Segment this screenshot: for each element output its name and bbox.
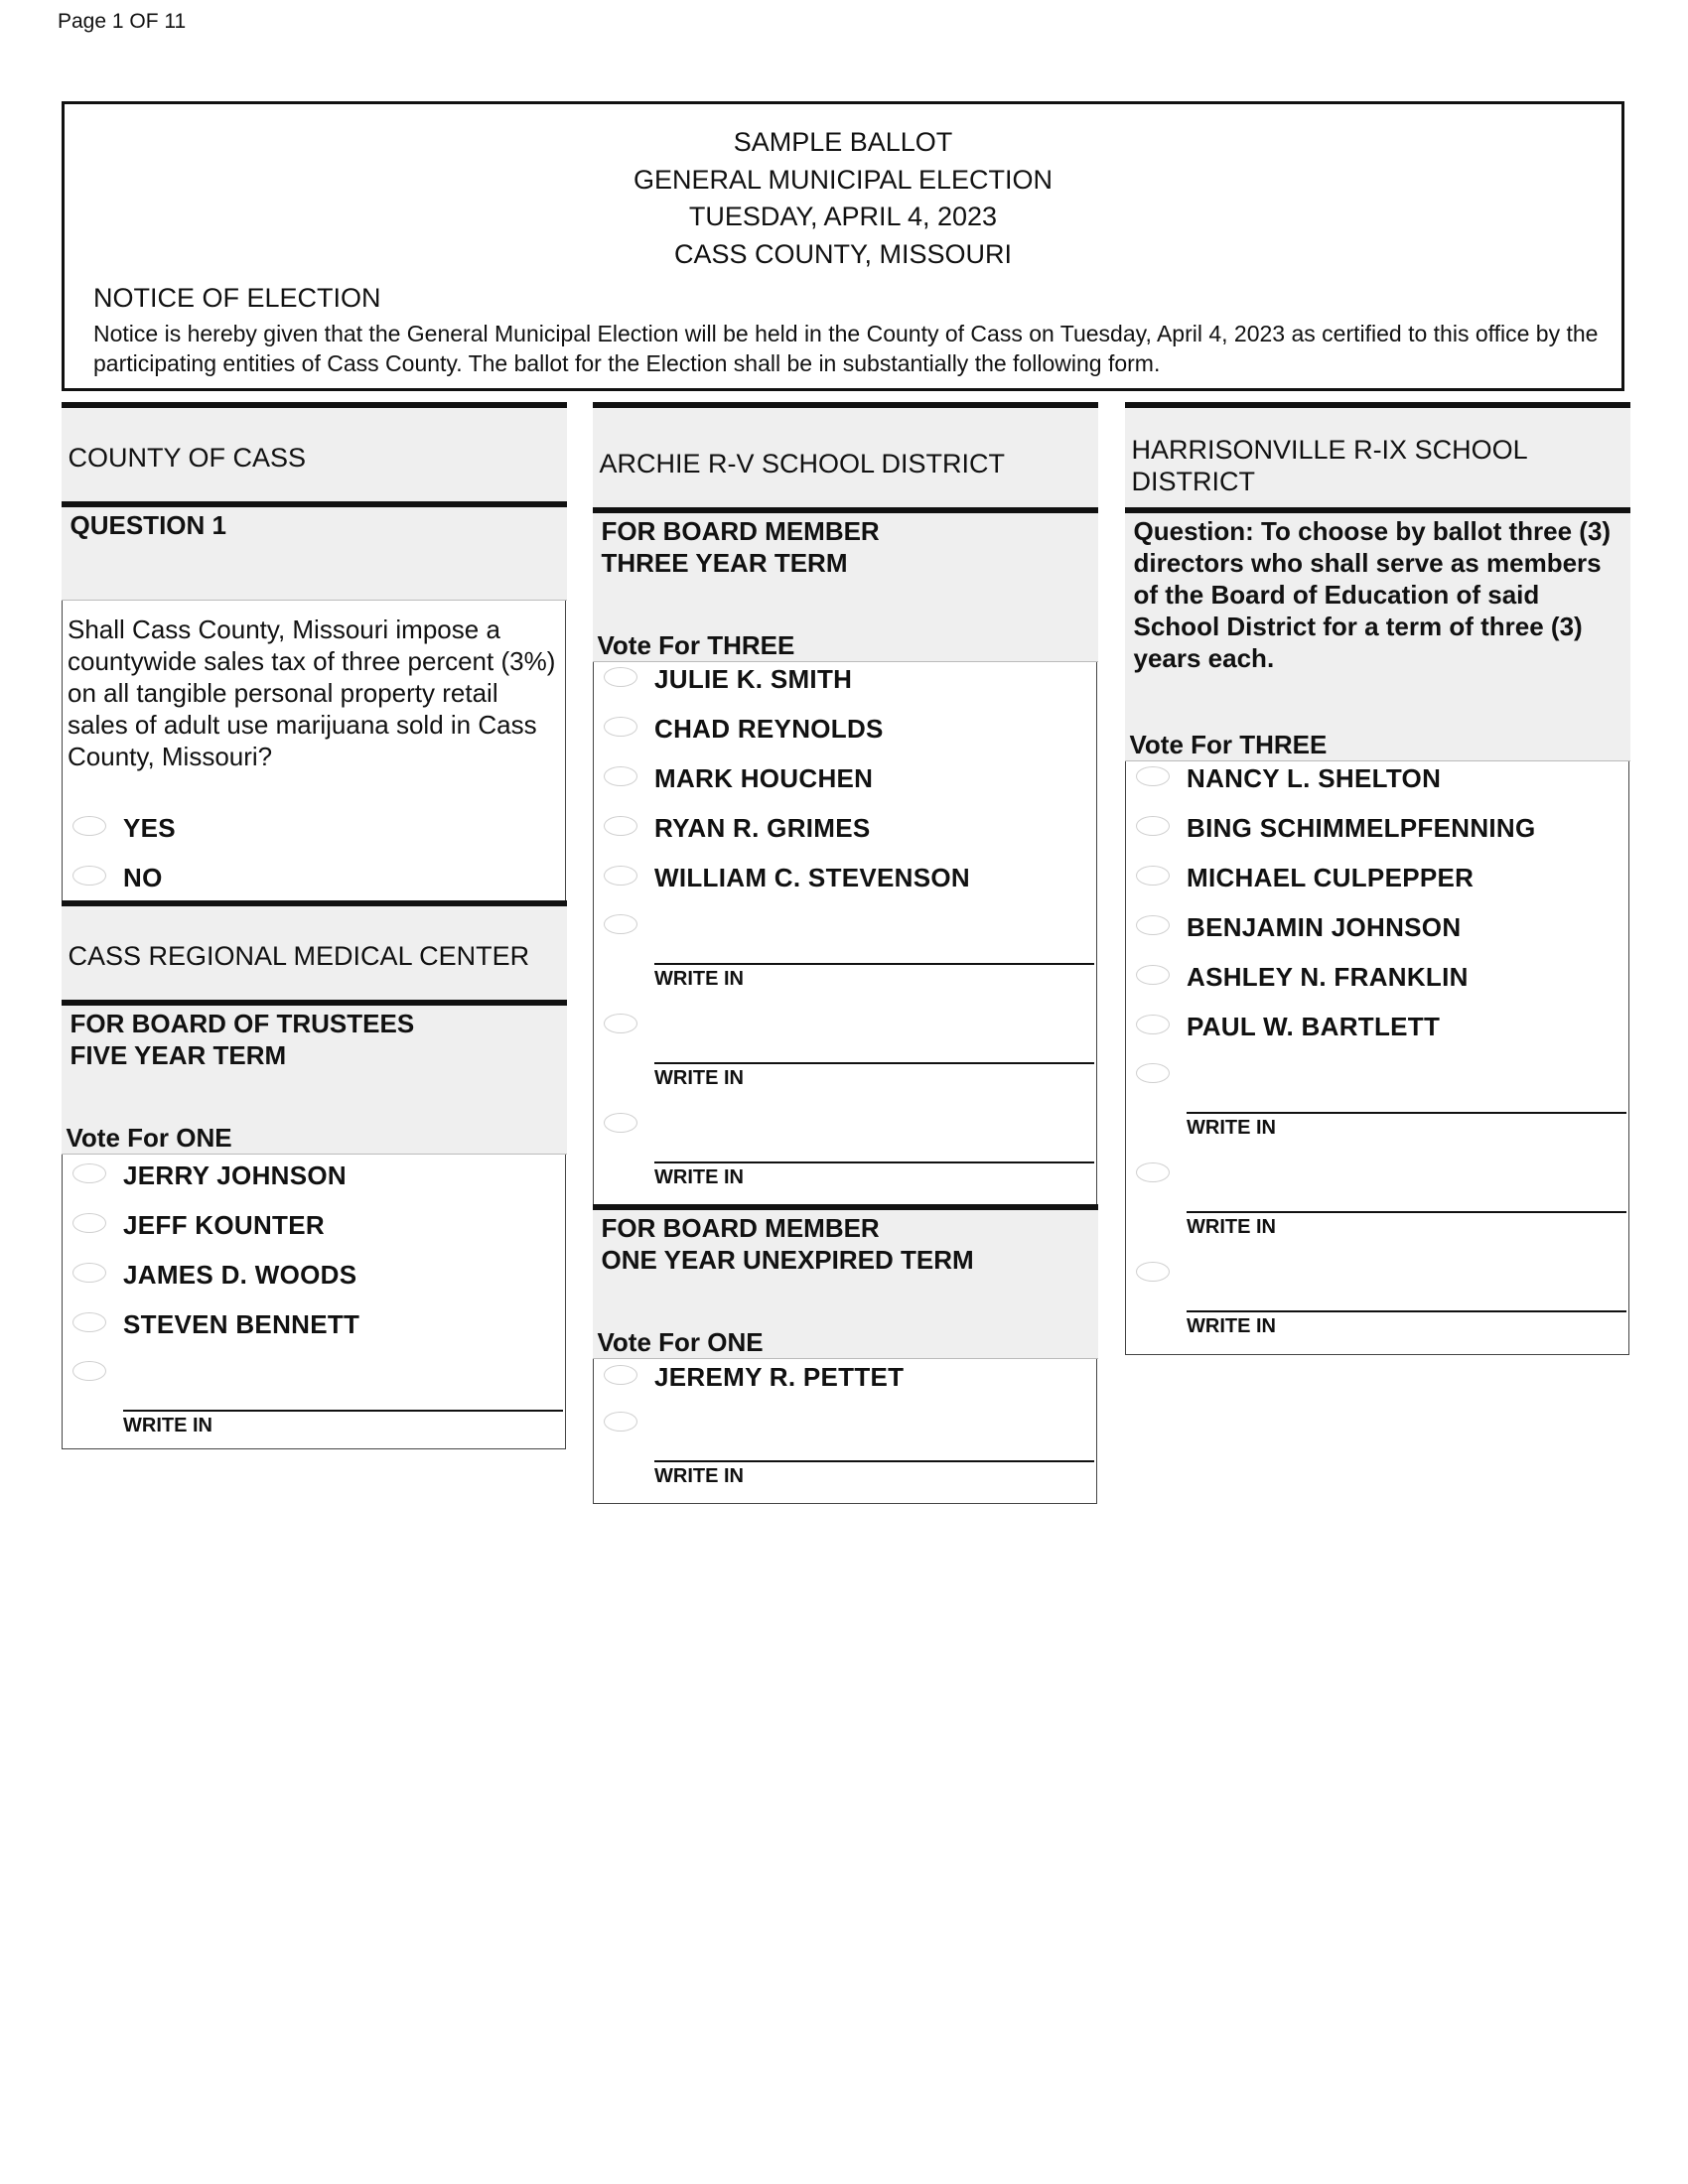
jurisdiction-header	[62, 900, 567, 1000]
candidate-option[interactable]	[1126, 762, 1628, 802]
write-in-label: WRITE IN	[123, 1415, 212, 1436]
write-in-option[interactable]	[1126, 1262, 1628, 1361]
vote-oval[interactable]	[604, 717, 637, 737]
candidate-option[interactable]	[1126, 1011, 1628, 1050]
race-title-line: FOR BOARD OF TRUSTEES	[70, 1009, 415, 1038]
candidate-name: JAMES D. WOODS	[123, 1260, 357, 1290]
candidate-option[interactable]	[1126, 911, 1628, 951]
ballot-column-2	[593, 402, 1097, 1504]
jurisdiction-name: COUNTY OF CASS	[68, 443, 307, 473]
candidate-option[interactable]	[1126, 961, 1628, 1001]
write-in-option[interactable]	[1126, 1063, 1628, 1162]
race-title-line: FOR BOARD MEMBER	[601, 516, 880, 546]
write-in-line[interactable]	[1187, 1310, 1626, 1312]
question-header	[62, 501, 567, 601]
race-title	[602, 515, 880, 579]
option-label: YES	[123, 813, 176, 843]
vote-oval[interactable]	[1136, 965, 1170, 985]
vote-for-instruction: Vote For THREE	[1129, 730, 1328, 759]
write-in-label: WRITE IN	[654, 1465, 744, 1487]
jurisdiction-header	[62, 402, 567, 501]
jurisdiction-name-line: DISTRICT	[1131, 467, 1255, 496]
ballot-column-3	[1125, 402, 1629, 1355]
vote-oval[interactable]	[604, 914, 637, 934]
race-question: Question: To choose by ballot three (3) directors who shall serve as members of the Board of Education of said School District for a term of three (3) years each.	[1133, 516, 1612, 673]
vote-oval[interactable]	[1136, 866, 1170, 886]
candidate-name: RYAN R. GRIMES	[654, 813, 871, 843]
candidate-name: WILLIAM C. STEVENSON	[654, 863, 970, 892]
candidate-option[interactable]	[594, 713, 1096, 752]
vote-oval[interactable]	[604, 1014, 637, 1033]
vote-oval[interactable]	[1136, 816, 1170, 836]
jurisdiction-header	[1125, 402, 1630, 507]
candidate-name: JERRY JOHNSON	[123, 1160, 347, 1190]
candidate-name: PAUL W. BARTLETT	[1187, 1012, 1441, 1041]
candidate-name: NANCY L. SHELTON	[1187, 763, 1442, 793]
notice-text: Notice is hereby given that the General Municipal Election will be held in the County of Cass on Tuesday, April 4, 2023 as certified to this office by the participating entities of Cass County. The ballot for the Election shall be in substantially the following form.	[93, 321, 1599, 376]
vote-oval[interactable]	[72, 1312, 106, 1332]
ballot-column-1	[62, 402, 566, 1449]
vote-oval[interactable]	[1136, 1015, 1170, 1034]
vote-oval[interactable]	[72, 1263, 106, 1283]
ballot-title	[65, 124, 1621, 273]
candidate-name: CHAD REYNOLDS	[654, 714, 884, 744]
vote-oval[interactable]	[604, 866, 637, 886]
write-in-line[interactable]	[654, 1460, 1094, 1462]
candidate-option[interactable]	[63, 1259, 565, 1298]
race-title-line: FOR BOARD MEMBER	[601, 1213, 880, 1243]
jurisdiction-name: ARCHIE R-V SCHOOL DISTRICT	[599, 449, 1006, 478]
ballot-title-line: GENERAL MUNICIPAL ELECTION	[633, 164, 1054, 195]
page-number: Page 1 OF 11	[58, 10, 187, 33]
write-in-option[interactable]	[594, 1014, 1096, 1113]
vote-oval[interactable]	[604, 1365, 637, 1385]
write-in-option[interactable]	[1126, 1162, 1628, 1262]
notice-title: NOTICE OF ELECTION	[93, 283, 381, 313]
write-in-line[interactable]	[654, 963, 1094, 965]
candidate-option[interactable]	[594, 663, 1096, 703]
candidate-name: ASHLEY N. FRANKLIN	[1187, 962, 1469, 992]
candidate-option[interactable]	[63, 1209, 565, 1249]
candidate-option[interactable]	[594, 762, 1096, 802]
race-header	[593, 1204, 1098, 1359]
write-in-option[interactable]	[594, 914, 1096, 1014]
candidate-name: JEFF KOUNTER	[123, 1210, 325, 1240]
write-in-label: WRITE IN	[654, 1067, 744, 1089]
candidate-option[interactable]	[1126, 862, 1628, 901]
write-in-line[interactable]	[1187, 1211, 1626, 1213]
jurisdiction-name-line: HARRISONVILLE R-IX SCHOOL	[1131, 435, 1528, 465]
candidate-option[interactable]	[1126, 812, 1628, 852]
ballot-option-yes[interactable]	[63, 812, 565, 852]
question-text: Shall Cass County, Missouri impose a countywide sales tax of three percent (3%) on all tangible personal property retail sales of adult use marijuana sold in Cass County, Missouri?	[68, 614, 556, 771]
write-in-label: WRITE IN	[654, 1166, 744, 1188]
write-in-line[interactable]	[123, 1410, 563, 1412]
candidate-name: JULIE K. SMITH	[654, 664, 853, 694]
option-label: NO	[123, 863, 163, 892]
candidate-name: JEREMY R. PETTET	[654, 1362, 905, 1392]
jurisdiction-name: CASS REGIONAL MEDICAL CENTER	[68, 941, 530, 971]
race-title	[70, 1008, 415, 1071]
vote-oval[interactable]	[72, 1163, 106, 1183]
candidate-option[interactable]	[63, 1308, 565, 1348]
vote-for-instruction: Vote For ONE	[66, 1123, 232, 1153]
vote-oval[interactable]	[604, 1412, 637, 1432]
write-in-option[interactable]	[63, 1361, 565, 1460]
race-title-line: FIVE YEAR TERM	[70, 1040, 287, 1070]
vote-oval[interactable]	[604, 667, 637, 687]
vote-oval[interactable]	[72, 866, 106, 886]
vote-oval[interactable]	[604, 766, 637, 786]
write-in-label: WRITE IN	[1187, 1315, 1276, 1337]
write-in-label: WRITE IN	[1187, 1117, 1276, 1139]
candidate-name: STEVEN BENNETT	[123, 1309, 360, 1339]
candidate-name: BENJAMIN JOHNSON	[1187, 912, 1462, 942]
vote-for-instruction: Vote For THREE	[597, 630, 795, 660]
vote-oval[interactable]	[72, 1361, 106, 1381]
race-header	[1125, 507, 1630, 761]
write-in-option[interactable]	[594, 1113, 1096, 1212]
jurisdiction-header	[593, 402, 1098, 507]
write-in-label: WRITE IN	[1187, 1216, 1276, 1238]
jurisdiction-name	[1132, 434, 1528, 497]
write-in-label: WRITE IN	[654, 968, 744, 990]
candidate-name: MICHAEL CULPEPPER	[1187, 863, 1475, 892]
ballot-title-line: SAMPLE BALLOT	[733, 127, 953, 157]
vote-oval[interactable]	[1136, 1063, 1170, 1083]
write-in-line[interactable]	[654, 1062, 1094, 1064]
race-title-line: ONE YEAR UNEXPIRED TERM	[601, 1245, 974, 1275]
ballot-option-no[interactable]	[63, 862, 565, 901]
candidate-name: BING SCHIMMELPFENNING	[1187, 813, 1536, 843]
vote-oval[interactable]	[604, 1113, 637, 1133]
ballot-title-line: CASS COUNTY, MISSOURI	[673, 238, 1013, 269]
vote-oval[interactable]	[1136, 1262, 1170, 1282]
candidate-option[interactable]	[63, 1160, 565, 1199]
vote-oval[interactable]	[72, 816, 106, 836]
candidate-option[interactable]	[594, 1361, 1096, 1401]
candidate-option[interactable]	[594, 812, 1096, 852]
write-in-option[interactable]	[594, 1412, 1096, 1511]
candidate-name: MARK HOUCHEN	[654, 763, 874, 793]
election-notice-box	[62, 101, 1624, 391]
vote-oval[interactable]	[1136, 915, 1170, 935]
vote-for-instruction: Vote For ONE	[597, 1327, 764, 1357]
question-title: QUESTION 1	[70, 510, 226, 540]
race-title-line: THREE YEAR TERM	[601, 548, 848, 578]
race-title	[602, 1212, 974, 1276]
vote-oval[interactable]	[1136, 1162, 1170, 1182]
race-header	[62, 1000, 567, 1155]
vote-oval[interactable]	[604, 816, 637, 836]
race-header	[593, 507, 1098, 662]
vote-oval[interactable]	[1136, 766, 1170, 786]
write-in-line[interactable]	[1187, 1112, 1626, 1114]
write-in-line[interactable]	[654, 1161, 1094, 1163]
vote-oval[interactable]	[72, 1213, 106, 1233]
candidate-option[interactable]	[594, 862, 1096, 901]
ballot-title-line: TUESDAY, APRIL 4, 2023	[688, 202, 998, 231]
